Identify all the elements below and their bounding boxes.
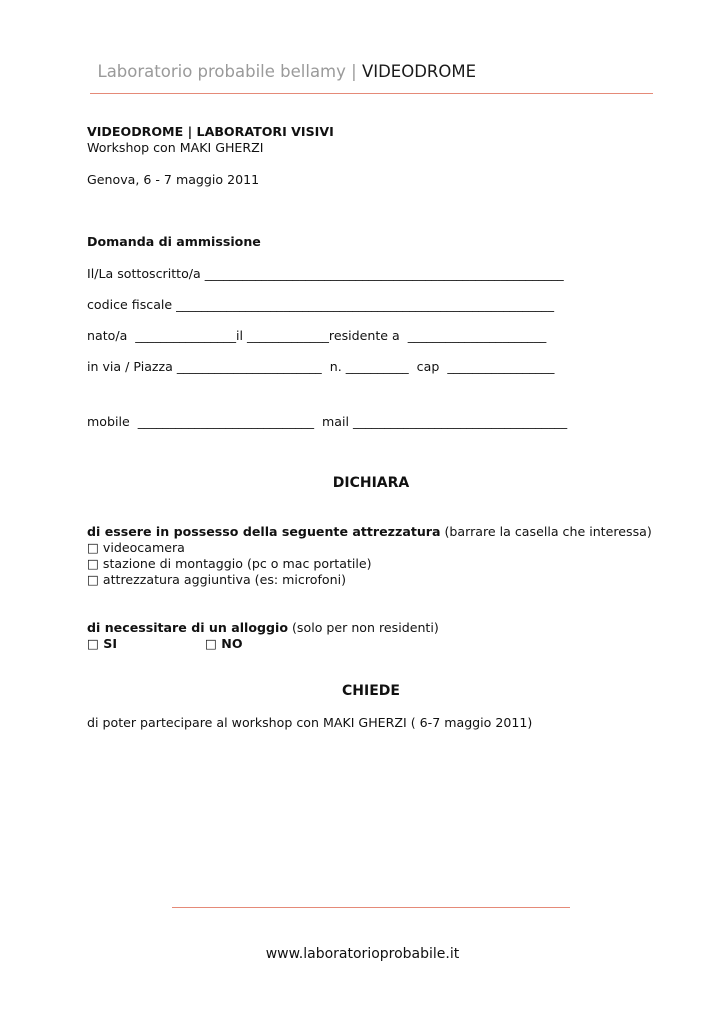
- equipment-statement-note: (barrare la casella che interessa): [440, 524, 652, 539]
- intro-subtitle: Workshop con MAKI GHERZI: [87, 140, 264, 155]
- lodging-option-yes: □ SI: [87, 636, 118, 651]
- lodging-statement: [87, 620, 439, 636]
- dichiara-heading: DICHIARA: [332, 475, 410, 491]
- equipment-option-videocamera: □ videocamera: [87, 540, 185, 555]
- header-rule: [90, 93, 653, 94]
- lodging-option-no: □ NO: [205, 636, 243, 651]
- intro-date: Genova, 6 - 7 maggio 2011: [87, 172, 260, 187]
- equipment-option-extra: □ attrezzatura aggiuntiva (es: microfoni): [87, 572, 346, 587]
- equipment-statement-bold: di essere in possesso della seguente attrezzatura: [87, 524, 441, 539]
- header-title-dark: VIDEODROME: [361, 62, 477, 81]
- field-address-line: in via / Piazza _______________________ n. __________ cap _________________: [87, 359, 555, 374]
- chiede-heading: CHIEDE: [342, 683, 400, 699]
- footer-rule: [172, 907, 570, 908]
- field-birth-residence-line: nato/a ________________il _____________residente a ______________________: [87, 328, 547, 343]
- field-name-line: Il/La sottoscritto/a _________________________________________________________: [87, 266, 564, 281]
- field-codice-fiscale-line: codice fiscale ____________________________________________________________: [87, 297, 554, 312]
- form-title: Domanda di ammissione: [87, 234, 261, 249]
- header-title-light: Laboratorio probabile bellamy |: [97, 62, 362, 81]
- lodging-statement-note: (solo per non residenti): [288, 620, 439, 635]
- chiede-text: di poter partecipare al workshop con MAKI GHERZI ( 6-7 maggio 2011): [87, 715, 533, 730]
- page-header: [87, 43, 476, 81]
- lodging-statement-bold: di necessitare di un alloggio: [87, 620, 289, 635]
- footer-url: www.laboratorioprobabile.it: [265, 946, 460, 962]
- intro-heading: VIDEODROME | LABORATORI VISIVI: [87, 124, 334, 139]
- equipment-statement: [87, 524, 652, 540]
- equipment-option-editing-station: □ stazione di montaggio (pc o mac portatile): [87, 556, 372, 571]
- field-contact-line: mobile ____________________________ mail __________________________________: [87, 414, 568, 429]
